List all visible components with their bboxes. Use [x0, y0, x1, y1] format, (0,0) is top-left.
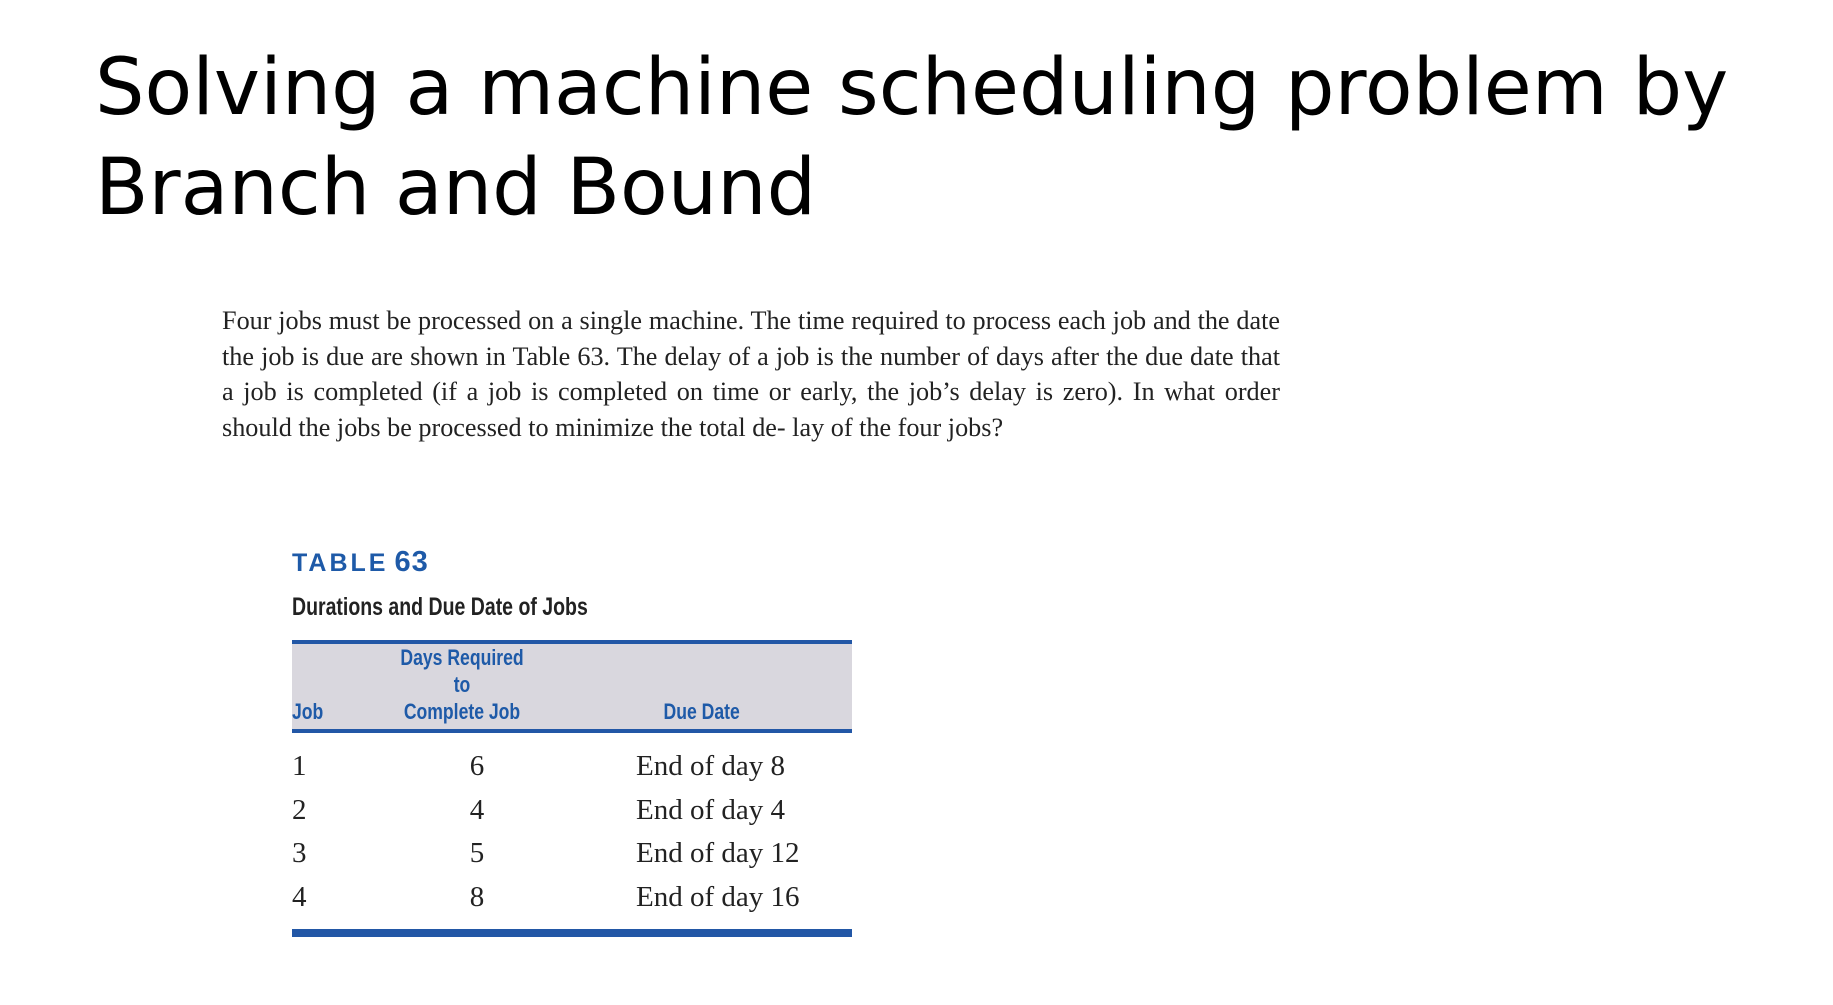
header-due-date: Due Date — [552, 642, 852, 731]
cell-job: 1 — [292, 750, 307, 782]
header-days-line-2: Complete Job — [403, 699, 521, 724]
cell-job: 3 — [292, 837, 307, 869]
cell-due-date: End of day 4 — [636, 793, 785, 826]
jobs-table — [292, 640, 852, 937]
cell-days: 6 — [469, 750, 485, 782]
table-row — [292, 876, 852, 934]
header-job: Job — [292, 642, 372, 731]
table-subtitle: Durations and Due Date of Jobs — [292, 593, 588, 621]
table-label: TABLE — [292, 549, 389, 577]
cell-due-date: End of day 8 — [636, 750, 785, 782]
slide-title-line-2: Branch and Bound — [95, 143, 817, 233]
table-header-row — [292, 642, 852, 731]
table-figure — [292, 545, 852, 937]
table-row — [292, 789, 852, 833]
cell-days: 4 — [469, 793, 485, 826]
cell-job: 2 — [292, 793, 307, 826]
header-days-required — [372, 642, 552, 731]
slide-title — [95, 38, 1775, 238]
problem-statement: Four jobs must be processed on a single machine. The time required to process each job and the date the job is due are shown in Table 63. The delay of a job is the number of days after the due date that a job is completed (if a job is completed on time or early, the job’s delay is zero). In what order should the jobs be processed to minimize the total de- lay of the four jobs? — [222, 306, 1280, 442]
table-header — [292, 642, 852, 731]
table-caption — [292, 545, 852, 580]
cell-job: 4 — [292, 876, 372, 934]
table-number: 63 — [394, 546, 429, 578]
cell-due-date: End of day 16 — [552, 876, 852, 934]
header-days-line-1: Days Required to — [400, 645, 524, 697]
table-row — [292, 731, 852, 789]
table-body — [292, 731, 852, 933]
slide-title-line-1: Solving a machine scheduling problem by — [95, 43, 1729, 133]
table-row — [292, 832, 852, 876]
cell-due-date: End of day 12 — [636, 837, 800, 869]
cell-days: 8 — [372, 876, 552, 934]
cell-days: 5 — [469, 837, 485, 869]
